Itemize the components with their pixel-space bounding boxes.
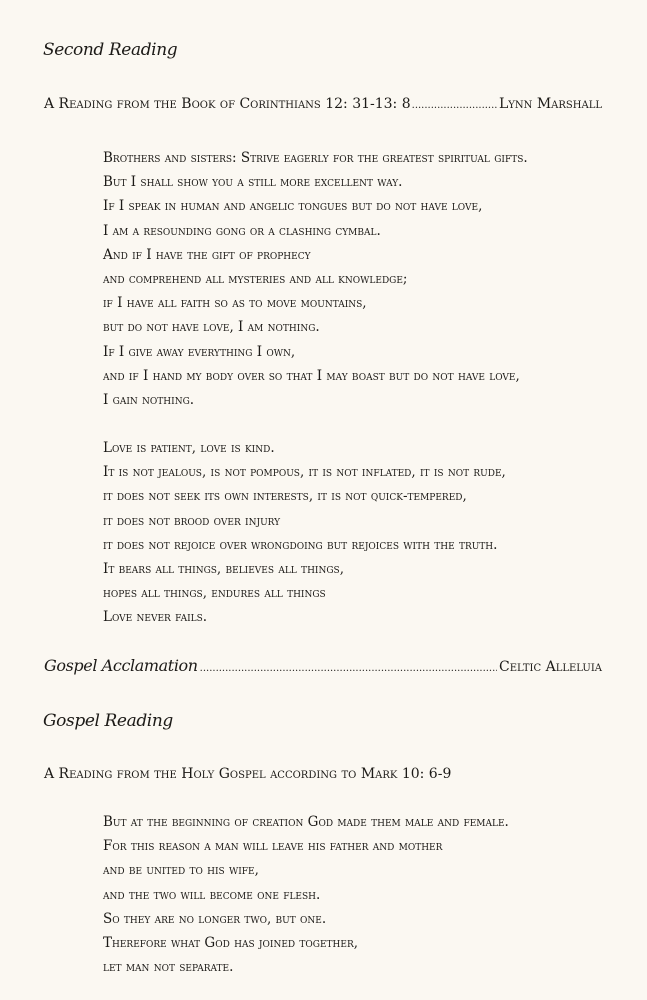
verse-line: Love is patient, love is kind. bbox=[103, 440, 275, 456]
second-reading-citation: A Reading from the Book of Corinthians 12: 31-13: 8 bbox=[44, 96, 411, 112]
verse-line: and if I hand my body over so that I may boast but do not have love, bbox=[103, 367, 520, 384]
second-reading-citation-line bbox=[44, 96, 602, 112]
verse-line: And if I have the gift of prophecy bbox=[103, 246, 311, 263]
verse-line: Love never fails. bbox=[103, 609, 208, 626]
verse-line: and comprehend all mysteries and all knowledge; bbox=[103, 270, 408, 287]
verse-line: I gain nothing. bbox=[103, 391, 195, 408]
gospel-reading-heading: Gospel Reading bbox=[43, 711, 173, 731]
verse-line: If I speak in human and angelic tongues but do not have love, bbox=[103, 198, 483, 215]
verse-line: but do not have love, I am nothing. bbox=[103, 319, 320, 336]
gospel-reading-citation: A Reading from the Holy Gospel according to Mark 10: 6-9 bbox=[44, 766, 452, 782]
gospel-acclamation-label: Gospel Acclamation bbox=[44, 656, 198, 675]
verse-line: let man not separate. bbox=[103, 959, 234, 976]
verse-line: Therefore what God has joined together, bbox=[103, 934, 359, 951]
verse-line: It is not jealous, is not pompous, it is not inflated, it is not rude, bbox=[103, 464, 506, 481]
verse-line: hopes all things, endures all things bbox=[103, 585, 326, 602]
gospel-acclamation-line bbox=[44, 656, 602, 675]
second-reading-heading: Second Reading bbox=[43, 40, 178, 60]
verse-line: and the two will become one flesh. bbox=[103, 886, 321, 903]
verse-line: It bears all things, believes all things, bbox=[103, 560, 344, 577]
second-reading-stanza-2 bbox=[103, 436, 603, 630]
dot-leader bbox=[200, 663, 497, 674]
verse-line: For this reason a man will leave his father and mother bbox=[103, 838, 443, 855]
gospel-reading-stanza bbox=[103, 810, 603, 979]
gospel-acclamation-value: Celtic Alleluia bbox=[499, 659, 602, 675]
verse-line: I am a resounding gong or a clashing cymbal. bbox=[103, 222, 381, 239]
verse-line: But I shall show you a still more excellent way. bbox=[103, 174, 403, 191]
verse-line: Brothers and sisters: Strive eagerly for the greatest spiritual gifts. bbox=[103, 150, 528, 166]
dot-leader bbox=[412, 100, 498, 111]
second-reading-reader: Lynn Marshall bbox=[498, 96, 602, 112]
verse-line: If I give away everything I own, bbox=[103, 343, 296, 360]
verse-line: it does not brood over injury bbox=[103, 512, 281, 529]
verse-line: if I have all faith so as to move mountains, bbox=[103, 295, 367, 312]
second-reading-stanza-1 bbox=[103, 146, 603, 412]
verse-line: and be united to his wife, bbox=[103, 862, 259, 879]
verse-line: But at the beginning of creation God made them male and female. bbox=[103, 814, 509, 830]
verse-line: it does not seek its own interests, it is not quick-tempered, bbox=[103, 488, 467, 505]
verse-line: it does not rejoice over wrongdoing but rejoices with the truth. bbox=[103, 536, 498, 553]
verse-line: So they are no longer two, but one. bbox=[103, 910, 327, 927]
